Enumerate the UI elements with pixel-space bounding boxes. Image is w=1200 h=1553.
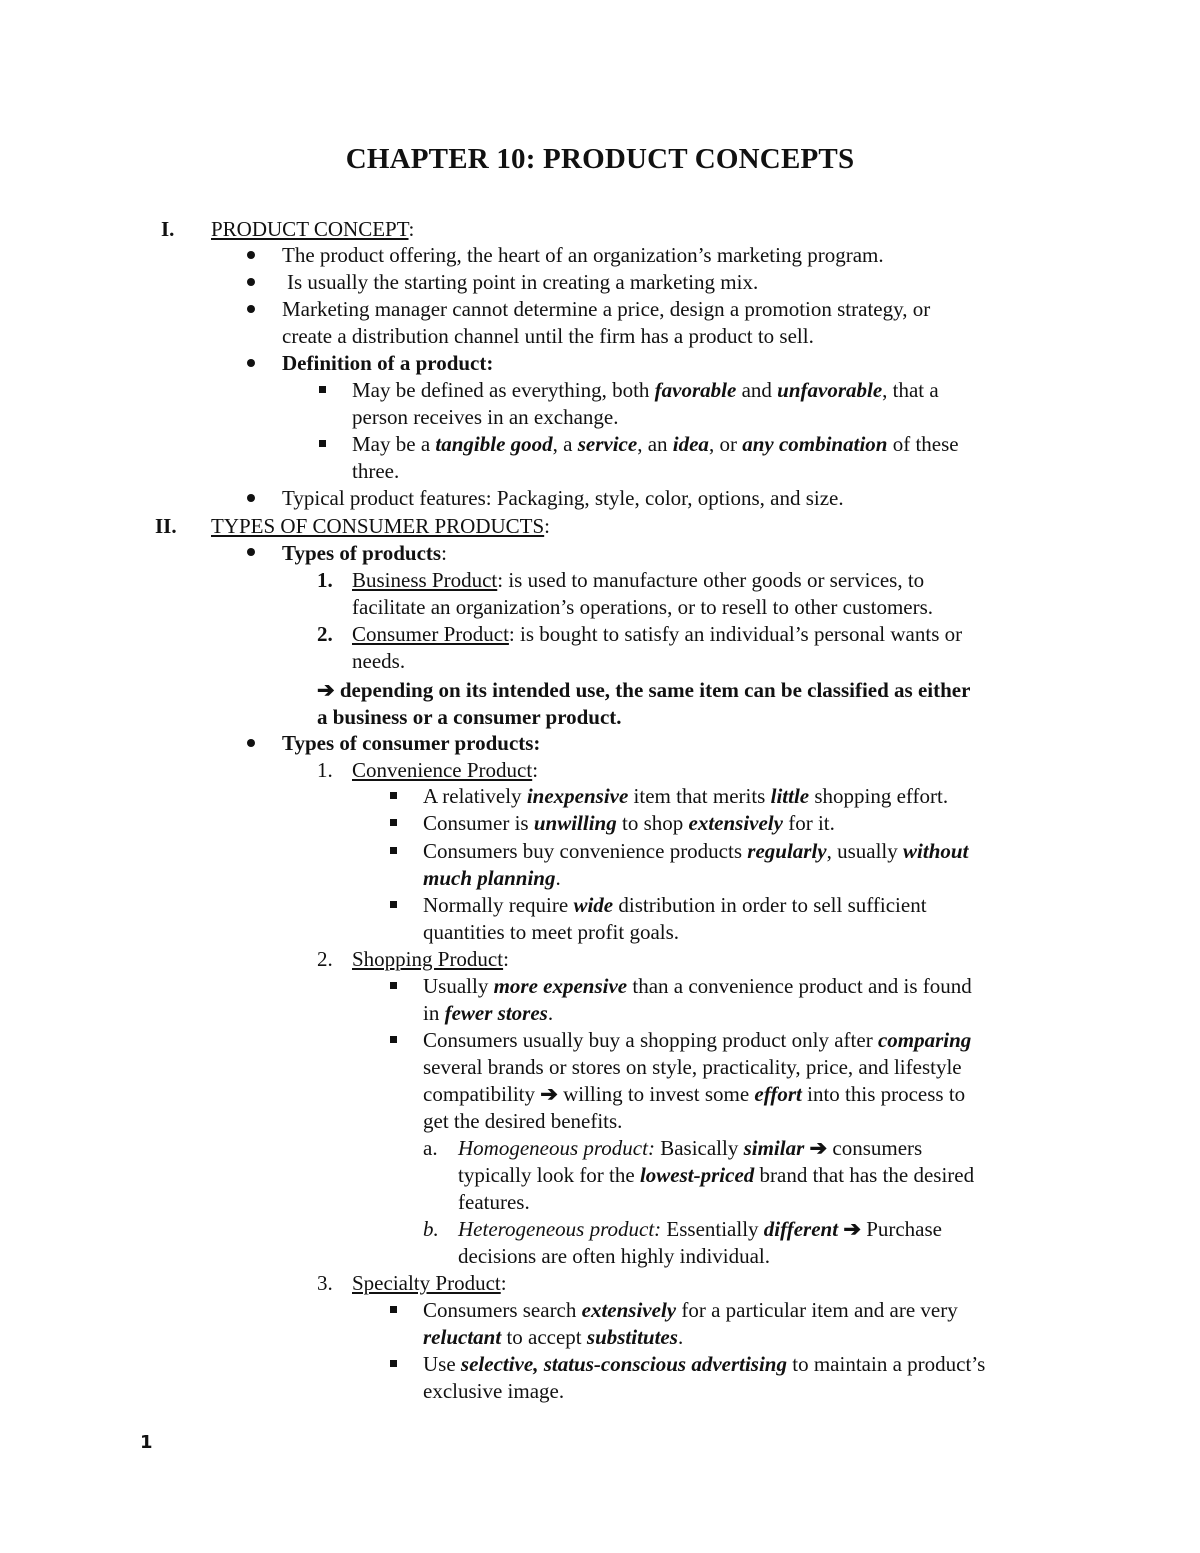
text: Normally require <box>423 893 574 917</box>
section-heading-consumer-products <box>211 513 550 540</box>
emphasis: tangible good <box>435 432 553 456</box>
text: . <box>547 1001 554 1025</box>
emphasis: unfavorable <box>777 378 883 402</box>
bullet-icon <box>247 359 255 367</box>
section-numeral-2: II. <box>155 514 177 538</box>
list-item <box>423 1351 985 1378</box>
definition-heading: Definition of a product: <box>282 351 494 375</box>
list-item-continuation <box>423 865 561 892</box>
text: to maintain a product’s <box>787 1352 986 1376</box>
text: for a particular item and are very <box>676 1298 958 1322</box>
emphasis: service <box>577 432 638 456</box>
arrow-right-icon: ➔ <box>843 1217 861 1241</box>
list-item <box>352 946 509 973</box>
list-number: 1. <box>317 758 333 782</box>
text: May be a <box>352 432 436 456</box>
square-bullet-icon <box>390 819 397 826</box>
text: Consumer is <box>423 811 534 835</box>
emphasis: fewer stores <box>444 1001 548 1025</box>
text: of these <box>887 432 959 456</box>
text: May be defined as everything, both <box>352 378 655 402</box>
text: Consumers search <box>423 1298 582 1322</box>
text: brand that has the desired <box>754 1163 975 1187</box>
text: , usually <box>826 839 904 863</box>
list-number: 1. <box>317 568 333 592</box>
list-item <box>423 838 968 865</box>
text: consumers <box>827 1136 923 1160</box>
text: Consumers buy convenience products <box>423 839 748 863</box>
list-item: Is usually the starting point in creating a marketing mix. <box>287 270 759 294</box>
emphasis: comparing <box>877 1028 972 1052</box>
emphasis: different <box>763 1217 839 1241</box>
bold-text: Types of products <box>282 541 442 565</box>
emphasis: extensively <box>688 811 783 835</box>
list-item <box>282 540 447 567</box>
text: Purchase <box>860 1217 942 1241</box>
square-bullet-icon <box>390 847 397 854</box>
text: , that a <box>882 378 939 402</box>
list-item-continuation: facilitate an organization’s operations, or to resell to other customers. <box>352 595 934 619</box>
emphasis: selective <box>460 1352 534 1376</box>
list-item: Typical product features: Packaging, style, color, options, and size. <box>282 486 844 510</box>
page-title: CHAPTER 10: PRODUCT CONCEPTS <box>345 143 855 175</box>
emphasis: idea <box>672 432 709 456</box>
term: Consumer Product <box>352 622 509 646</box>
arrow-right-icon: ➔ <box>540 1082 558 1106</box>
text: for it. <box>782 811 835 835</box>
square-bullet-icon <box>390 1360 397 1367</box>
text: and <box>736 378 778 402</box>
text: willing to invest some <box>557 1082 755 1106</box>
emphasis: any combination <box>742 432 888 456</box>
emphasis: similar <box>743 1136 805 1160</box>
heading-text: TYPES OF CONSUMER PRODUCTS <box>211 514 545 538</box>
text: in <box>423 1001 445 1025</box>
text: shopping effort. <box>809 784 949 808</box>
bullet-icon <box>247 494 255 502</box>
emphasis: little <box>770 784 810 808</box>
emphasis: effort <box>754 1082 802 1106</box>
list-letter: a. <box>423 1136 438 1160</box>
emphasis: more expensive <box>493 974 628 998</box>
text: to shop <box>616 811 689 835</box>
list-item <box>352 567 924 594</box>
text: . <box>677 1325 684 1349</box>
list-item-continuation <box>423 1000 553 1027</box>
list-number: 2. <box>317 622 333 646</box>
list-item-continuation: features. <box>458 1190 530 1214</box>
list-item-continuation <box>423 1324 683 1351</box>
text: depending on its intended use, the same item can be classified as either <box>334 678 971 702</box>
emphasis: much planning <box>423 866 556 890</box>
text: distribution in order to sell sufficient <box>613 893 927 917</box>
list-item: Marketing manager cannot determine a price, design a promotion strategy, or <box>282 297 931 321</box>
text: , or <box>708 432 743 456</box>
text: Essentially <box>661 1217 764 1241</box>
square-bullet-icon <box>390 901 397 908</box>
text: to accept <box>501 1325 587 1349</box>
text: : is bought to satisfy an individual’s personal wants or <box>508 622 963 646</box>
text: item that merits <box>628 784 771 808</box>
arrow-right-icon: ➔ <box>317 678 335 702</box>
emphasis: wide <box>573 893 614 917</box>
list-item <box>458 1216 942 1243</box>
subheading: Types of consumer products: <box>282 731 541 755</box>
section-heading-product-concept <box>211 216 414 243</box>
bullet-icon <box>247 548 255 556</box>
heading-text: PRODUCT CONCEPT <box>211 217 409 241</box>
emphasis: status-conscious advertising <box>543 1352 787 1376</box>
square-bullet-icon <box>390 982 397 989</box>
list-item-continuation: get the desired benefits. <box>423 1109 623 1133</box>
list-number: 2. <box>317 947 333 971</box>
square-bullet-icon <box>319 386 326 393</box>
text: : is used to manufacture other goods or services, to <box>497 568 925 592</box>
text: : <box>441 541 447 565</box>
italic-term: Heterogeneous product: <box>458 1217 662 1241</box>
list-item-continuation: person receives in an exchange. <box>352 405 619 429</box>
text: : <box>500 1271 507 1295</box>
term: Convenience Product <box>352 758 533 782</box>
list-item <box>423 1027 971 1054</box>
text: than a convenience product and is found <box>627 974 972 998</box>
heading-colon: : <box>544 514 551 538</box>
square-bullet-icon <box>390 1306 397 1313</box>
list-item <box>352 621 962 648</box>
list-item <box>458 1135 922 1162</box>
list-item <box>352 1270 507 1297</box>
text: Usually <box>423 974 494 998</box>
term: Specialty Product <box>352 1271 501 1295</box>
bullet-icon <box>247 251 255 259</box>
list-item-continuation <box>423 1081 965 1108</box>
list-item <box>423 1297 958 1324</box>
square-bullet-icon <box>319 440 326 447</box>
section-numeral-1: I. <box>161 217 175 241</box>
text: compatibility <box>423 1082 541 1106</box>
text: , an <box>637 432 673 456</box>
list-item <box>352 431 959 458</box>
emphasis: regularly <box>747 839 827 863</box>
list-item-continuation: create a distribution channel until the firm has a product to sell. <box>282 324 814 348</box>
list-item <box>423 973 972 1000</box>
text: Consumers usually buy a shopping product only after <box>423 1028 878 1052</box>
emphasis: , <box>533 1352 544 1376</box>
text: into this process to <box>801 1082 966 1106</box>
emphasis: substitutes <box>586 1325 678 1349</box>
emphasis: reluctant <box>423 1325 502 1349</box>
list-item <box>423 892 927 919</box>
term: Business Product <box>352 568 498 592</box>
list-item-continuation: decisions are often highly individual. <box>458 1244 771 1268</box>
list-item <box>423 783 948 810</box>
list-item-continuation: several brands or stores on style, practicality, price, and lifestyle <box>423 1055 962 1079</box>
bullet-icon <box>247 305 255 313</box>
list-letter: b. <box>423 1217 439 1241</box>
text: Use <box>423 1352 461 1376</box>
text: typically look for the <box>458 1163 640 1187</box>
square-bullet-icon <box>390 792 397 799</box>
list-item-continuation <box>458 1162 974 1189</box>
list-item <box>352 377 939 404</box>
heading-colon: : <box>408 217 415 241</box>
text: . <box>555 866 561 890</box>
page-number: 1 <box>140 1432 153 1453</box>
list-item-continuation: needs. <box>352 649 406 673</box>
emphasis: without <box>903 839 969 863</box>
text: , a <box>552 432 578 456</box>
emphasis: extensively <box>581 1298 677 1322</box>
square-bullet-icon <box>390 1036 397 1043</box>
list-item-continuation: exclusive image. <box>423 1379 565 1403</box>
emphasis: inexpensive <box>526 784 629 808</box>
text: : <box>532 758 539 782</box>
term: Shopping Product <box>352 947 504 971</box>
note <box>317 677 970 704</box>
text: Basically <box>654 1136 744 1160</box>
note-continuation: a business or a consumer product. <box>317 705 622 729</box>
list-item: The product offering, the heart of an organization’s marketing program. <box>282 243 884 267</box>
arrow-right-icon: ➔ <box>809 1136 828 1160</box>
list-item-continuation: three. <box>352 459 400 483</box>
emphasis: unwilling <box>533 811 617 835</box>
list-number: 3. <box>317 1271 333 1295</box>
text: : <box>503 947 509 971</box>
list-item <box>423 810 835 837</box>
text: A relatively <box>423 784 527 808</box>
list-item-continuation: quantities to meet profit goals. <box>423 920 680 944</box>
italic-term: Homogeneous product: <box>458 1136 655 1160</box>
emphasis: lowest-priced <box>639 1163 755 1187</box>
list-item <box>352 757 538 784</box>
emphasis: favorable <box>654 378 737 402</box>
bullet-icon <box>247 278 255 286</box>
bullet-icon <box>247 739 255 747</box>
